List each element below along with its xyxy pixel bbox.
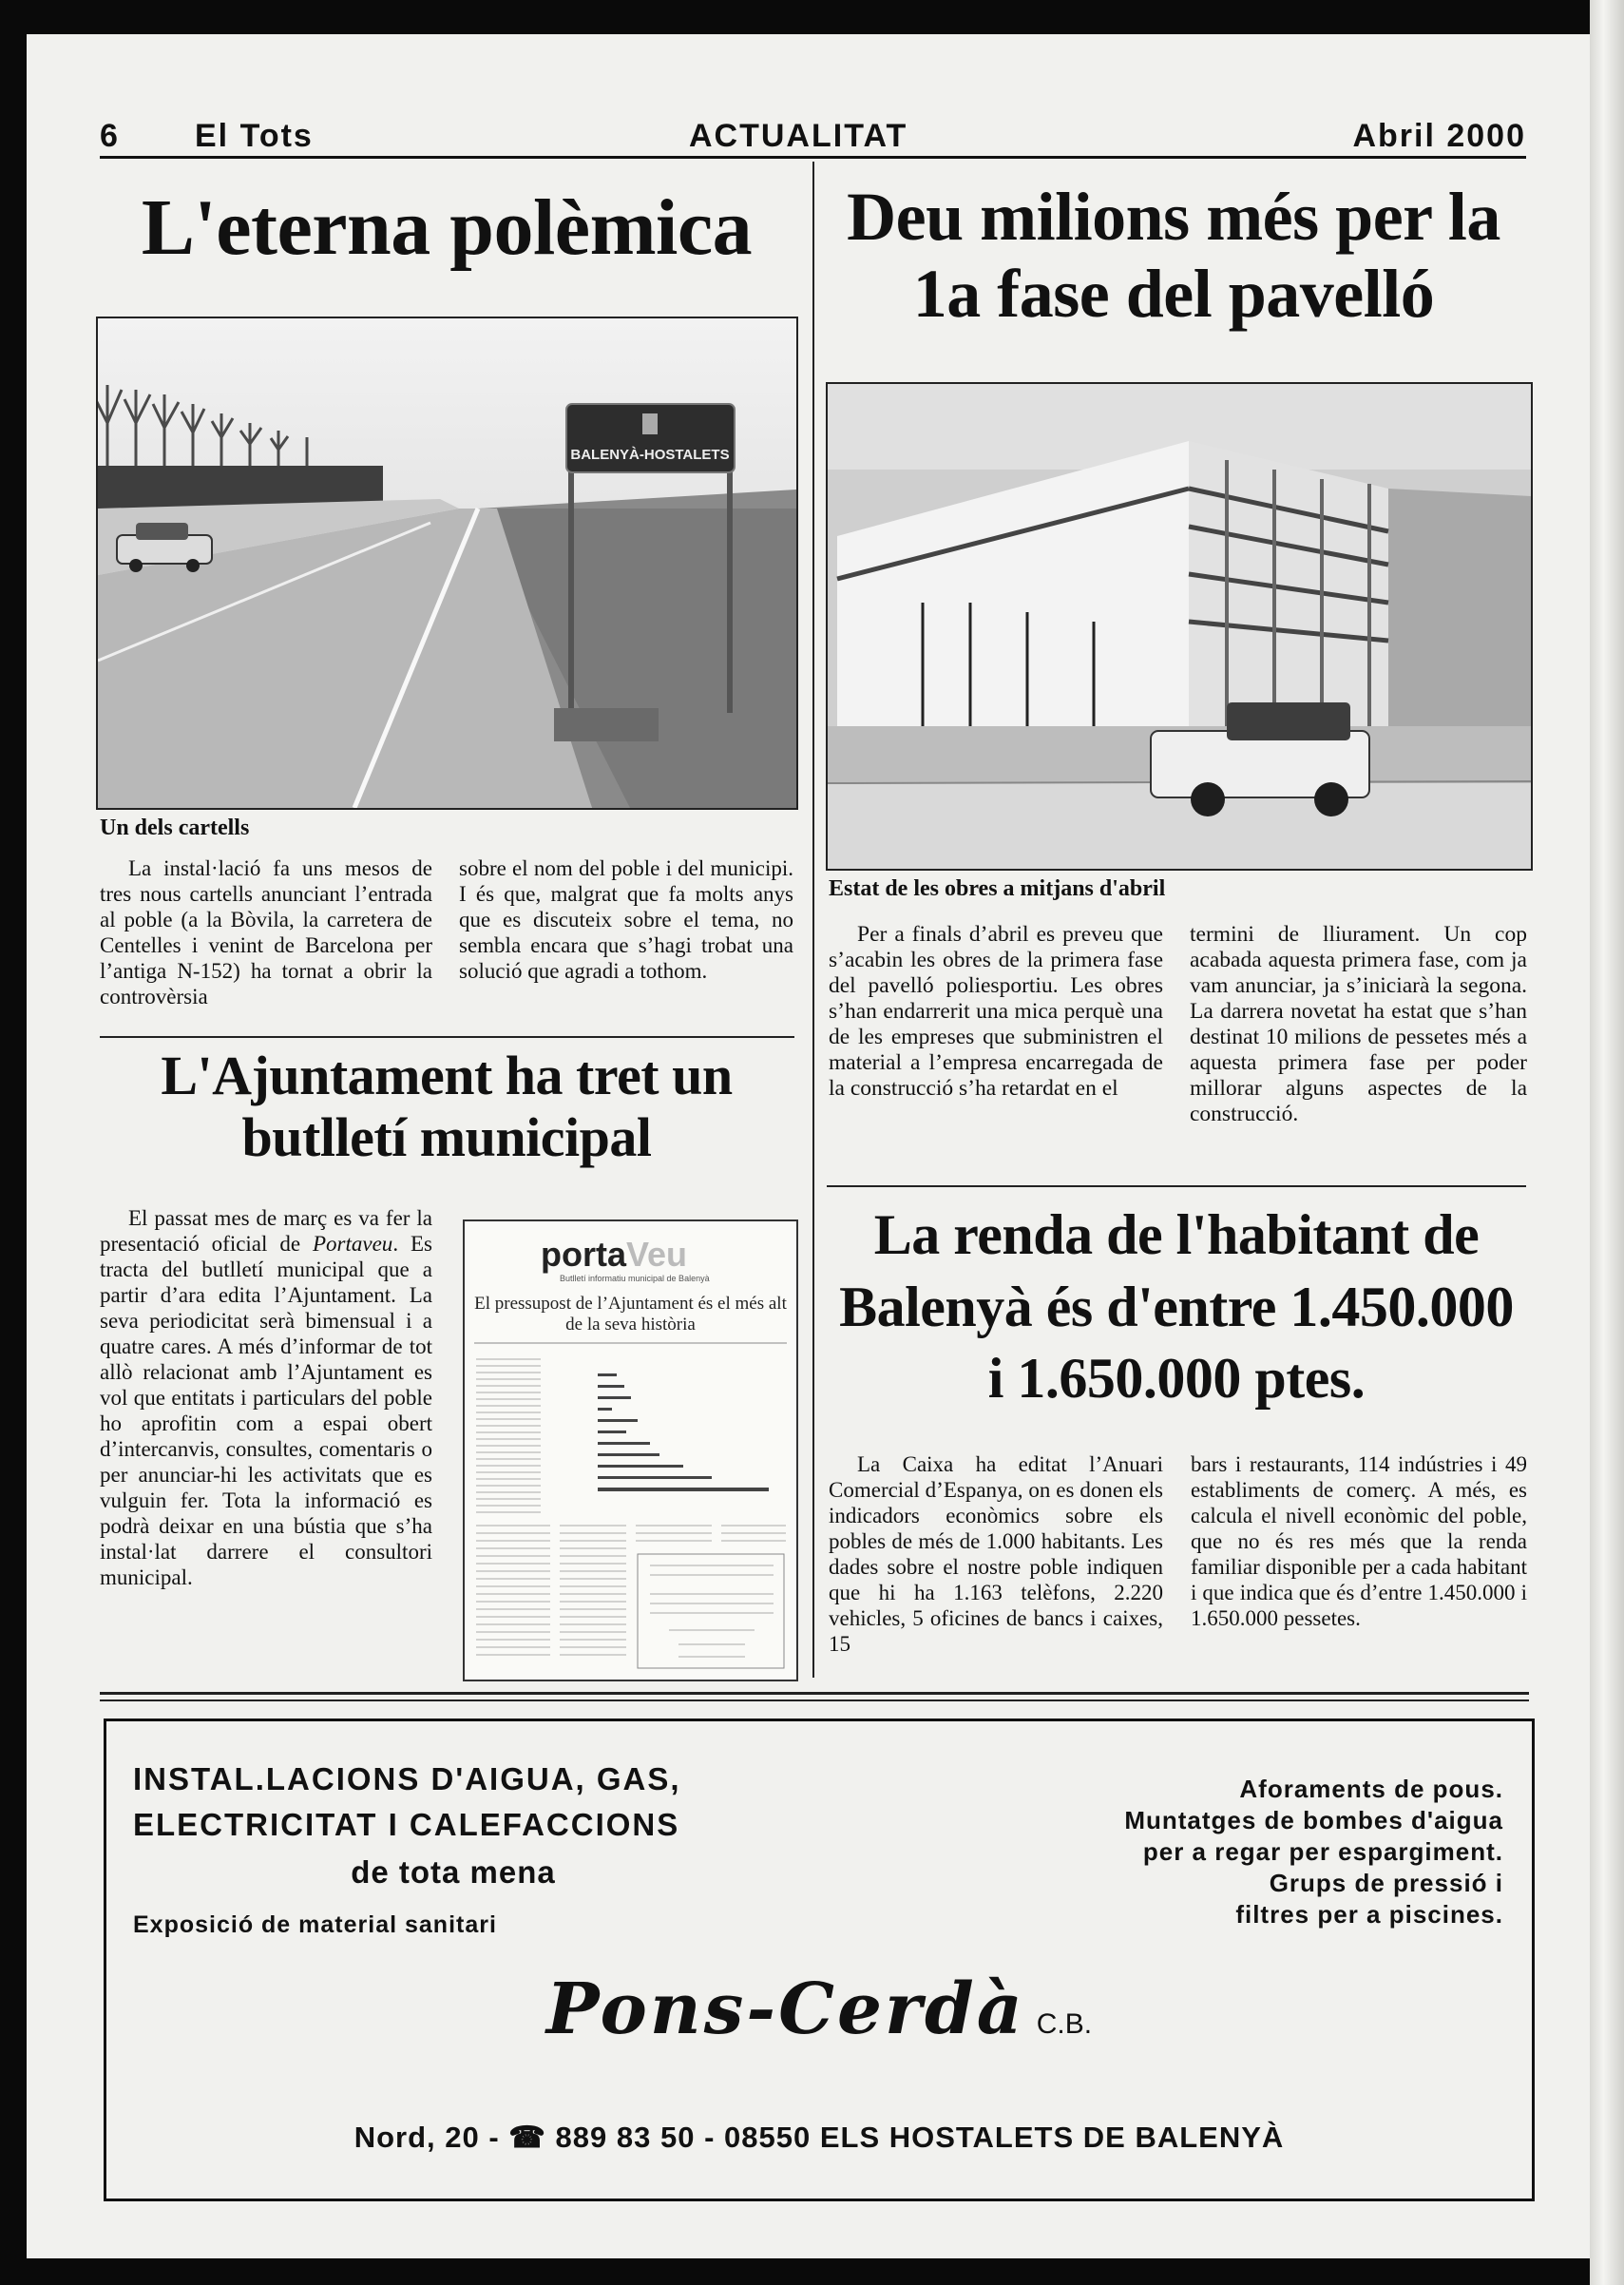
portaveu-cover-thumbnail [463,1219,798,1681]
brand-name: Pons-Cerdà [545,1968,1025,2050]
sign-text: BALENYÀ-HOSTALETS [570,447,730,463]
publication-name: El Tots [195,118,314,154]
article1-column-1: La instal·lació fa uns mesos de tres nous cartells anunciant l’entrada al poble (a la Bòvila, la carretera de Centelles i venint de Barcelona per l’antiga N-152) ha tornat a obrir la controvèrsia [100,856,432,1008]
headline-butlleti: L'Ajuntament ha tret un butlletí municipal [161,1045,733,1168]
ad-service-item: per a regar per espargiment. [1142,1837,1503,1866]
photo-pavello-construction [826,382,1533,871]
rule-article1 [100,1036,794,1038]
rule-above-ad-2 [100,1699,1529,1701]
running-head [100,118,1526,158]
article2-column-1: Per a finals d’abril es preveu que s’acabin les obres de la primera fase del pavelló poliesportiu. Les obres s’han endarrerit una mica perquè una de les empreses que subministren el material a l’empresa encarregada de la construcció s’ha retardat en el [829,922,1163,1101]
headline-renda-habitant: La renda de l'habitant de Balenyà és d'entre 1.450.000 i 1.650.000 ptes. [839,1203,1514,1411]
article4-column-1: La Caixa ha editat l’Anuari Comercial d’Espanya, on es donen els indicadors econòmics sobre els pobles de més de 1.000 habitants. Les dades sobre el nostre poble indiquen que hi ha 1.163 telèfons, 2.220 vehicles, 5 oficines de bancs i caixes, 15 [829,1452,1163,1656]
ad-service-item: Muntatges de bombes d'aigua [1124,1806,1503,1834]
article3-body: El passat mes de març es va fer la presentació oficial de Portaveu. Es tracta del butlletí municipal que a partir d’ara edita l’Ajuntament. La seva periodicitat serà bimensual i a quatre cares. A més d’informar de tot allò relacionat amb l’Ajuntament es vol que entitats i particulars del poble ho aprofitin com a espai obert d’intercanvis, consultes, comentaris o per anunciar-hi les activitats que es vulguin fer. Tota la informació es podrà deixar en una bústia que s’ha instal·lat darrere el consultori municipal. [100,1206,432,1589]
article2-column-2: termini de lliurament. Un cop acabada aquesta primera fase, com ja vam anunciar, ja s’iniciarà la segona. La darrera novetat ha estat que s’han destinat 10 milions de pessetes més a aquesta primera fase per poder millorar alguns aspectes de la construcció. [1190,922,1527,1126]
ad-line-2: ELECTRICITAT I CALEFACCIONS [133,1807,680,1842]
thumbnail-body-graphic [465,1221,796,1680]
section-title: ACTUALITAT [689,118,908,154]
header-rule [100,156,1526,159]
ad-service-item: Aforaments de pous. [1239,1775,1503,1803]
photo-road-sign [96,317,798,810]
advertisement-pons-cerda [104,1719,1535,2201]
thumbnail-headline: El pressupost de l’Ajuntament és el més alt de la seva història [474,1294,787,1335]
headline-eterna-polemica: L'eterna polèmica [141,183,753,272]
portaveu-logo: portaVeu [541,1235,688,1274]
page-edge [1590,0,1624,2285]
rule-article2 [827,1185,1526,1187]
page-number: 6 [100,118,120,154]
telephone-icon: ☎ [508,2121,546,2154]
ad-phone: 889 83 50 [555,2121,696,2154]
issue-date: Abril 2000 [1352,118,1526,154]
ad-line-1: INSTAL.LACIONS D'AIGUA, GAS, [133,1761,681,1796]
ad-service-item: Grups de pressió i [1269,1869,1503,1897]
thumbnail-subtitle: Butlletí informatiu municipal de Balenyà [560,1274,710,1283]
brand-suffix: C.B. [1036,2008,1093,2040]
column-divider [812,162,814,1678]
ad-line-3: de tota mena [351,1854,556,1890]
ad-brand [106,1968,1532,2050]
ad-line-4: Exposició de material sanitari [133,1911,497,1938]
ad-service-item: filtres per a piscines. [1235,1900,1503,1929]
ad-services-list [914,1774,1503,1930]
photo-caption-cartells: Un dels cartells [100,816,250,840]
ad-address: Nord, 20 - ☎ 889 83 50 - 08550 ELS HOSTALETS DE BALENYÀ [353,2121,1285,2154]
article4-column-2: bars i restaurants, 114 indústries i 49 establiments de comerç. A més, es calcula el nivell econòmic del poble, que no és res més que la renda familiar disponible per a cada habitant i que indica que és d’entre 1.450.000 i 1.650.000 pessetes. [1191,1452,1527,1630]
article1-column-2: sobre el nom del poble i del municipi. I és que, malgrat que fa molts anys que es discuteix sobre el tema, no sembla encara que s’hagi trobat una solució que agradi a tothom. [459,856,793,983]
rule-above-ad-1 [100,1692,1529,1695]
headline-deu-milions: Deu milions més per la 1a fase del pavelló [847,179,1500,332]
photo-caption-obres: Estat de les obres a mitjans d'abril [829,876,1166,901]
